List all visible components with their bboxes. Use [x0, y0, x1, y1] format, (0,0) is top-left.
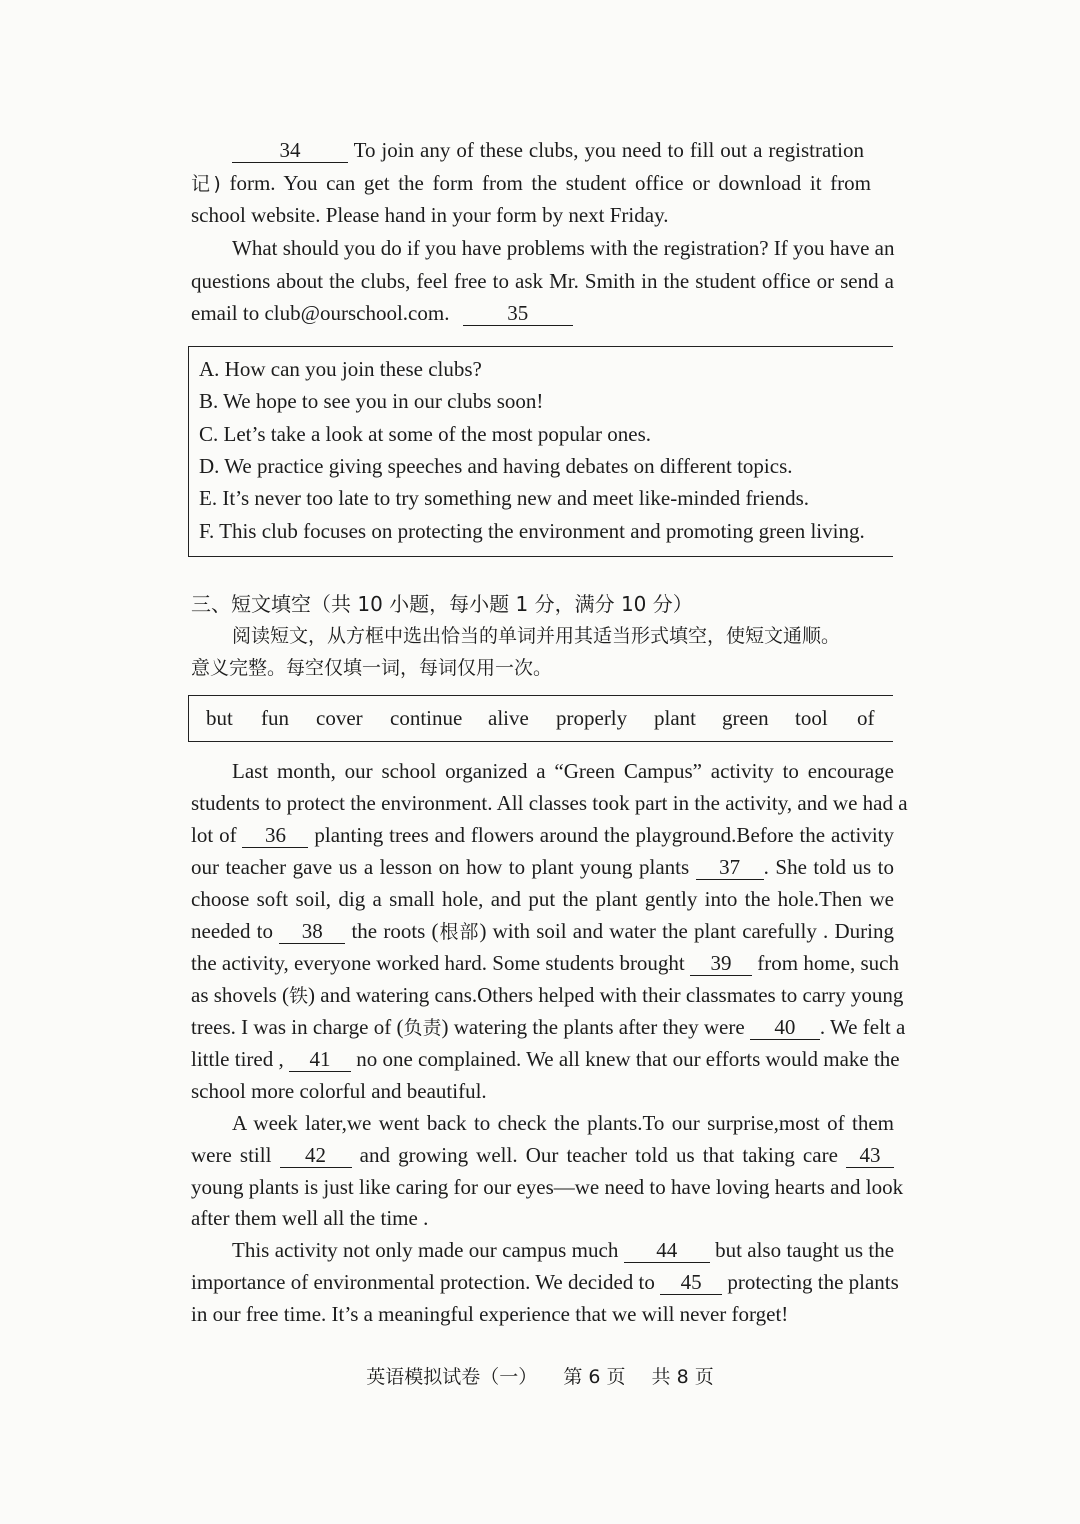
option-f: F. This club focuses on protecting the environment and promoting green living.: [199, 519, 865, 543]
passage-line: email to club@ourschool.com. 35: [191, 297, 894, 329]
passage-line: A week later,we went back to check the plants.To our surprise,most of them: [232, 1111, 894, 1135]
passage-line: school more colorful and beautiful.: [191, 1079, 487, 1103]
answer-blank-45[interactable]: 45: [660, 1270, 722, 1295]
word-bank-item: plant: [654, 706, 696, 730]
answer-blank-35[interactable]: 35: [463, 301, 573, 326]
word-bank-box: [188, 695, 893, 742]
passage-line: the activity, everyone worked hard. Some students brought 39 from home, such: [191, 951, 900, 975]
answer-blank-38[interactable]: 38: [279, 919, 345, 944]
passage-line: young plants is just like caring for our eyes—we need to have loving hearts and look: [191, 1175, 904, 1199]
passage-line: What should you do if you have problems with the registration? If you have an: [232, 236, 895, 260]
passage-line: in our free time. It’s a meaningful experience that we will never forget!: [191, 1302, 789, 1326]
section-title: 三、短文填空（共 10 小题，每小题 1 分，满分 10 分）: [191, 592, 693, 616]
passage-line: Last month, our school organized a “Green Campus” activity to encourage: [232, 759, 894, 783]
option-d: D. We practice giving speeches and having debates on different topics.: [199, 454, 793, 478]
answer-blank-42[interactable]: 42: [280, 1143, 352, 1168]
answer-blank-37[interactable]: 37: [696, 855, 764, 880]
word-bank-item: tool: [795, 706, 828, 730]
passage-line: 记) form. You can get the form from the student office or download it from: [191, 171, 871, 195]
instructions: 阅读短文，从方框中选出恰当的单词并用其适当形式填空，使短文通顺。: [232, 625, 841, 647]
passage-line: students to protect the environment. All classes took part in the activity, and we had a: [191, 791, 908, 815]
option-b: B. We hope to see you in our clubs soon!: [199, 389, 544, 413]
passage-line: lot of 36 planting trees and flowers around the playground.Before the activity: [191, 823, 895, 847]
passage-line: 34 To join any of these clubs, you need to fill out a registration: [232, 134, 864, 166]
passage-line: were still 42 and growing well. Our teacher told us that taking care 43: [191, 1139, 894, 1171]
word-bank-item: fun: [261, 706, 289, 730]
word-bank-item: of: [857, 706, 875, 730]
word-bank-item: green: [722, 706, 769, 730]
passage-line: importance of environmental protection. We decided to 45 protecting the plants: [191, 1270, 899, 1294]
word-bank-item: cover: [316, 706, 363, 730]
page-number: 第 6 页: [563, 1366, 626, 1388]
option-a: A. How can you join these clubs?: [199, 357, 482, 381]
answer-blank-40[interactable]: 40: [750, 1015, 820, 1040]
answer-blank-43[interactable]: 43: [846, 1143, 894, 1168]
exam-title: 英语模拟试卷（一）: [366, 1366, 538, 1388]
passage-line: after them well all the time .: [191, 1206, 429, 1230]
word-bank-item: alive: [488, 706, 529, 730]
passage-line: trees. I was in charge of (负责) watering the plants after they were 40 . We felt a: [191, 1015, 906, 1039]
answer-blank-36[interactable]: 36: [242, 823, 308, 848]
answer-blank-44[interactable]: 44: [624, 1238, 710, 1263]
instructions: 意义完整。每空仅填一词，每词仅用一次。: [191, 657, 553, 679]
option-c: C. Let’s take a look at some of the most popular ones.: [199, 422, 651, 446]
passage-line: our teacher gave us a lesson on how to plant young plants 37 . She told us to: [191, 855, 894, 879]
answer-blank-34[interactable]: 34: [232, 138, 348, 163]
passage-line: questions about the clubs, feel free to ask Mr. Smith in the student office or send a: [191, 269, 894, 293]
page-footer: [0, 1362, 1080, 1392]
passage-line: as shovels (铁) and watering cans.Others helped with their classmates to carry young: [191, 983, 904, 1007]
passage-line: little tired , 41 no one complained. We all knew that our efforts would make the: [191, 1047, 900, 1071]
passage-line: needed to 38 the roots (根部) with soil and water the plant carefully . During: [191, 919, 894, 943]
passage-line: school website. Please hand in your form by next Friday.: [191, 203, 669, 227]
word-bank-item: continue: [390, 706, 463, 730]
answer-blank-41[interactable]: 41: [289, 1047, 351, 1072]
page-total: 共 8 页: [651, 1366, 714, 1388]
option-e: E. It’s never too late to try something new and meet like-minded friends.: [199, 486, 810, 510]
answer-blank-39[interactable]: 39: [690, 951, 752, 976]
passage-line: This activity not only made our campus much 44 but also taught us the: [232, 1238, 895, 1262]
passage-line: choose soft soil, dig a small hole, and put the plant gently into the hole.Then we: [191, 887, 894, 911]
word-bank-item: properly: [556, 706, 628, 730]
word-bank-item: but: [206, 706, 233, 730]
